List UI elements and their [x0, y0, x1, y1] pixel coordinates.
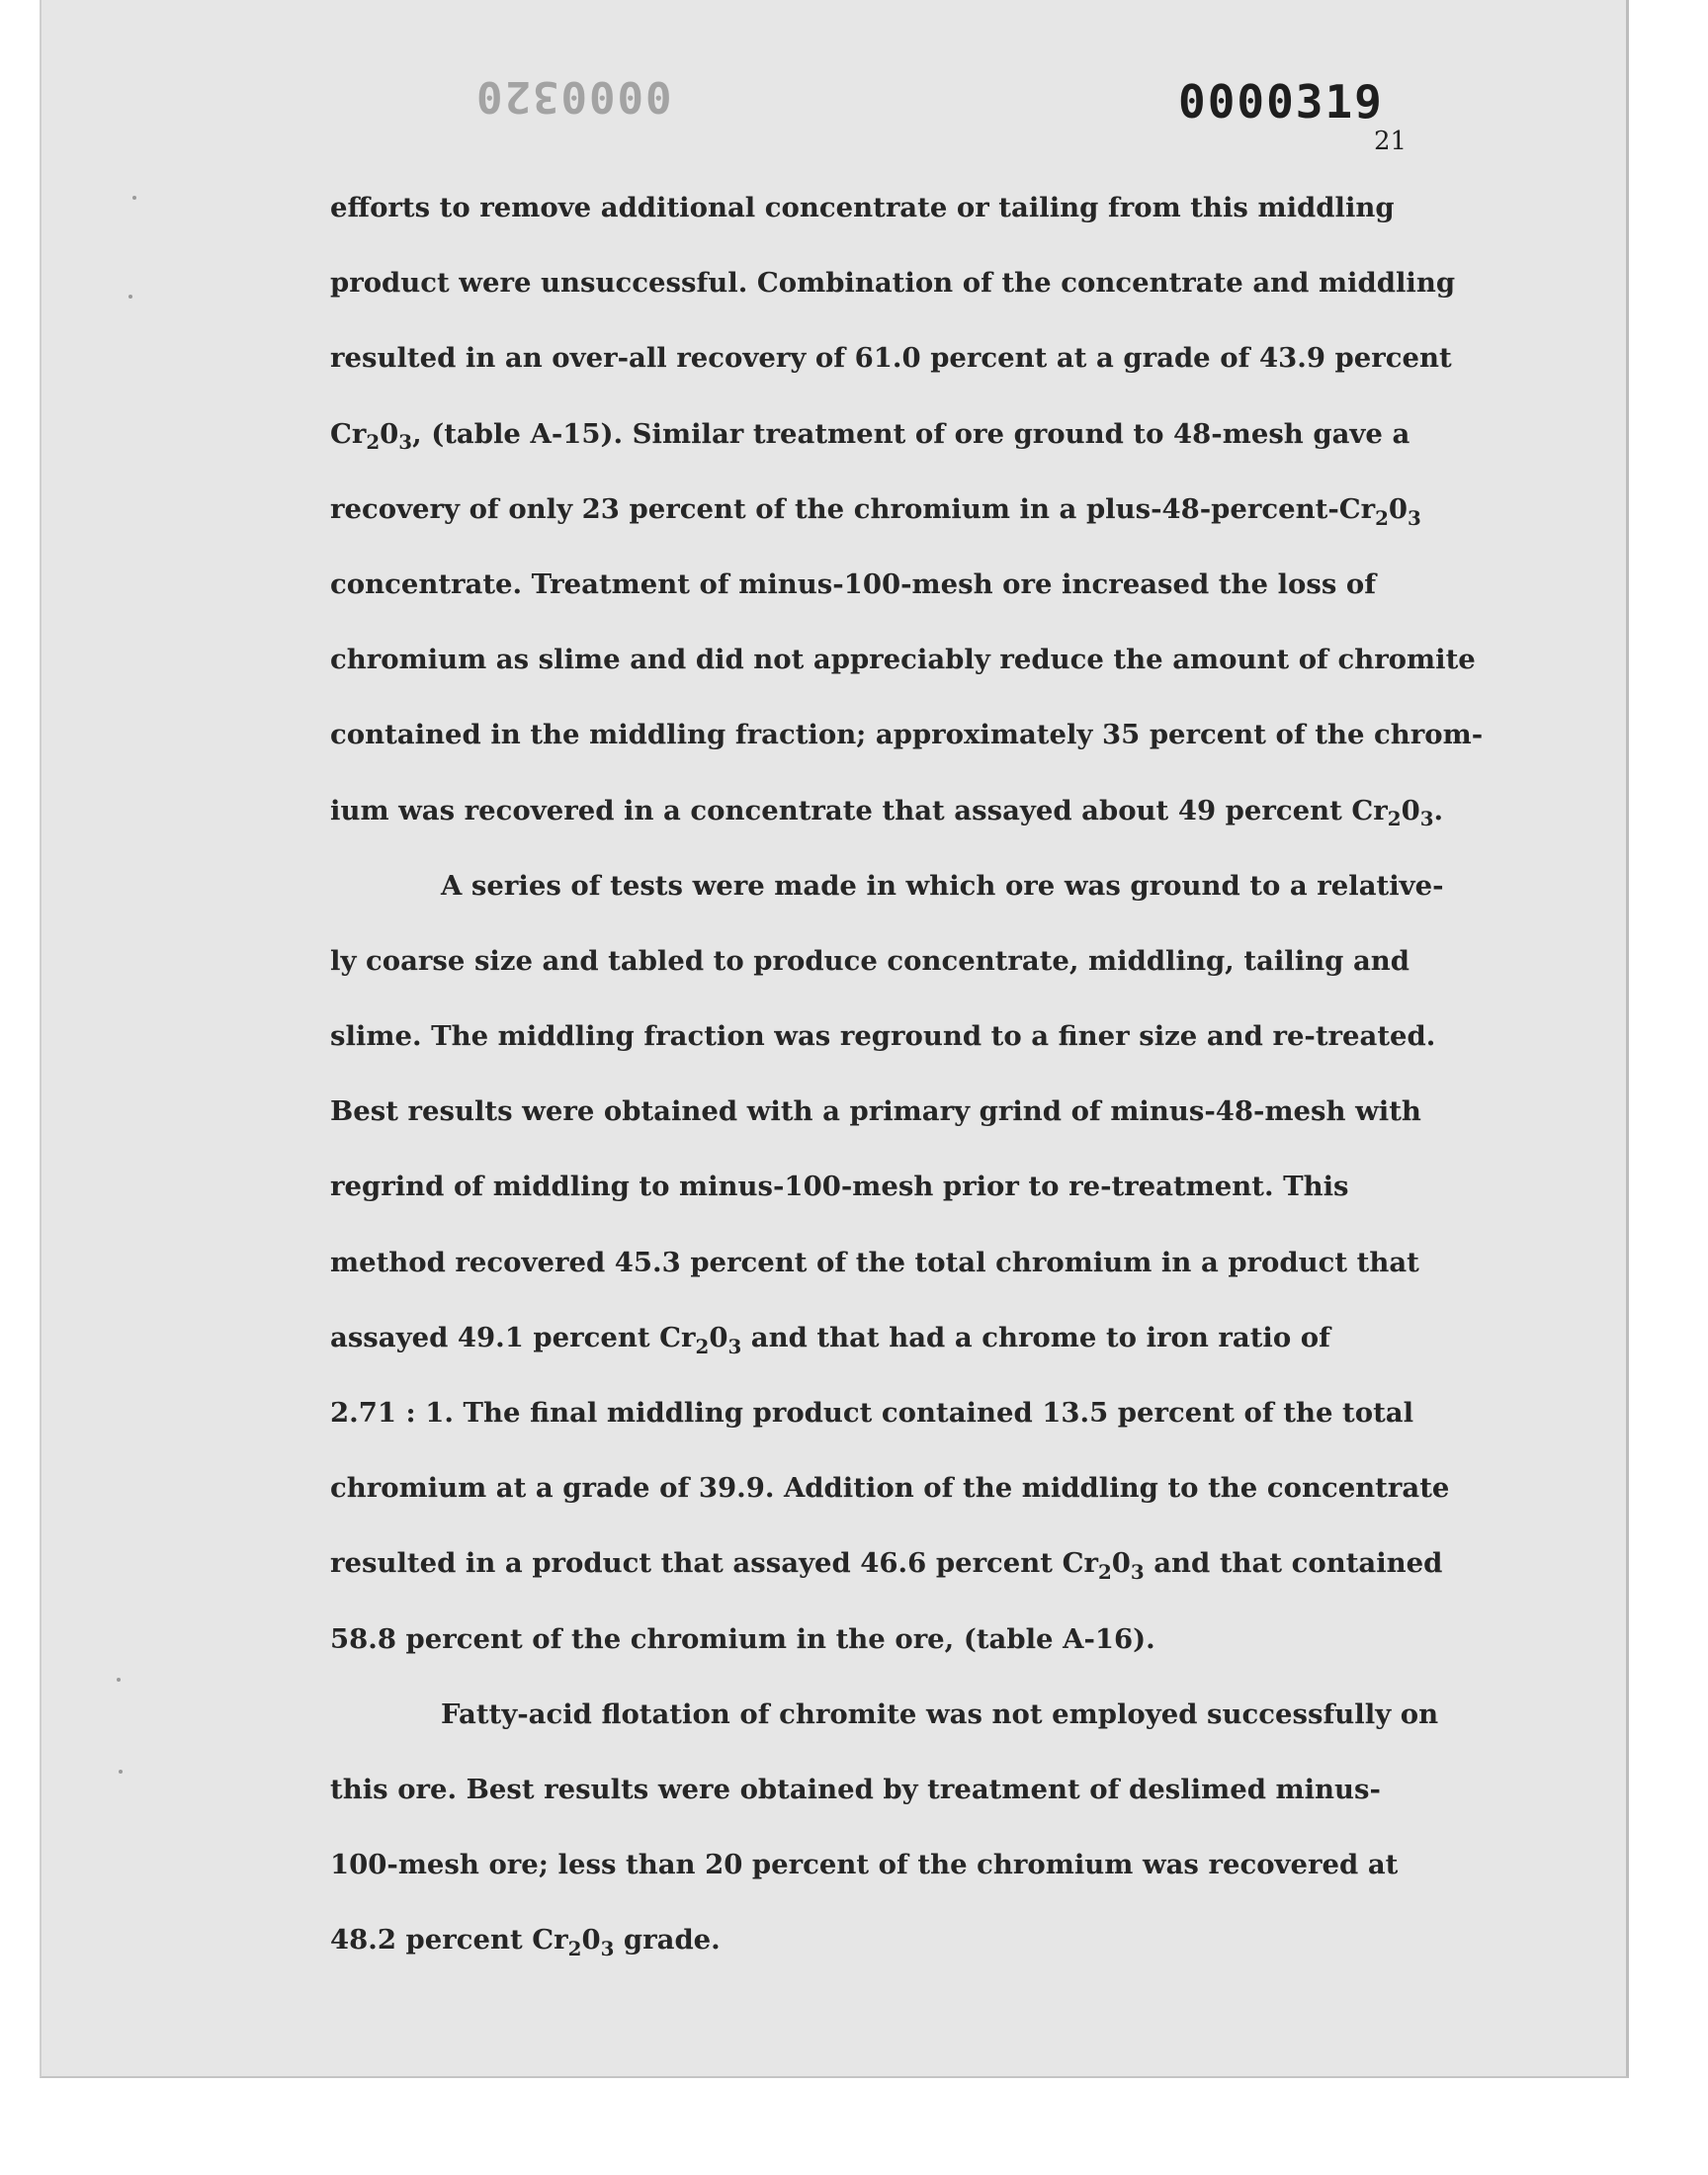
text-line: product were unsuccessful. Combination of the concentrate and middling — [330, 267, 1456, 300]
text-line: regrind of middling to minus-100-mesh prior to re-treatment. This — [330, 1171, 1349, 1203]
text-line: assayed 49.1 percent $Cr_20_3$ and that had a chrome to iron ratio of — [330, 1321, 1330, 1358]
text-line: ly coarse size and tabled to produce concentrate, middling, tailing and — [330, 944, 1410, 977]
text-line: resulted in a product that assayed 46.6 percent $Cr_20_3$ and that contained — [330, 1547, 1443, 1585]
text-line: 2.71 : 1. The final middling product contained 13.5 percent of the total — [330, 1397, 1414, 1429]
text-line: chromium at a grade of 39.9. Addition of the middling to the concentrate — [330, 1472, 1450, 1505]
text-line: resulted in an over-all recovery of 61.0 percent at a grade of 43.9 percent — [330, 342, 1452, 375]
body-text — [330, 183, 1484, 1991]
text-line: A series of tests were made in which ore was ground to a relative- — [441, 869, 1444, 902]
text-line: 48.2 percent $Cr_20_3$ grade. — [330, 1924, 721, 1961]
page-number: 21 — [1374, 127, 1408, 156]
scan-speck — [132, 196, 136, 200]
document-number-stamp: 0000319 — [1178, 75, 1384, 129]
chemical-formula: $Cr_20_3$ — [532, 1924, 615, 1961]
text-line: slime. The middling fraction was reground to a finer size and re-treated. — [330, 1020, 1436, 1053]
text-line: recovery of only 23 percent of the chromium in a plus-$48-percent-Cr_20_3$ — [330, 492, 1421, 530]
text-line: 58.8 percent of the chromium in the ore, (table A-16). — [330, 1622, 1155, 1655]
chemical-formula: $Cr_20_3$ — [330, 417, 413, 455]
scan-speck — [128, 295, 132, 299]
text-line: this ore. Best results were obtained by treatment of deslimed minus- — [330, 1773, 1381, 1805]
text-line: Best results were obtained with a primary grind of minus-48-mesh with — [330, 1095, 1421, 1128]
inverted-document-stamp: 0000320 — [474, 71, 672, 122]
text-line: efforts to remove additional concentrate or tailing from this middling — [330, 192, 1395, 223]
text-line: ium was recovered in a concentrate that assayed about 49 percent $Cr_20_3$. — [330, 794, 1444, 831]
text-line: method recovered 45.3 percent of the total chromium in a product that — [330, 1246, 1419, 1278]
text-line: 100-mesh ore; less than 20 percent of the chromium was recovered at — [330, 1849, 1399, 1881]
text-line: Fatty-acid flotation of chromite was not employed successfully on — [441, 1697, 1439, 1730]
chemical-formula: $Cr_20_3$ — [1351, 794, 1434, 831]
scanned-page — [40, 0, 1629, 2078]
text-line: contained in the middling fraction; approximately 35 percent of the chrom- — [330, 719, 1484, 751]
text-line: chromium as slime and did not appreciably reduce the amount of chromite — [330, 644, 1476, 676]
chemical-formula: $Cr_20_3$ — [659, 1321, 742, 1358]
scan-speck — [119, 1770, 123, 1774]
chemical-formula: $Cr_20_3$ — [1338, 492, 1421, 530]
chemical-formula: $Cr_20_3$ — [1062, 1547, 1145, 1585]
scan-speck — [117, 1678, 121, 1682]
text-line: $Cr_20_3$, (table A-15). Similar treatment of ore ground to 48-mesh gave a — [330, 417, 1410, 455]
text-line: concentrate. Treatment of minus-100-mesh ore increased the loss of — [330, 567, 1377, 600]
